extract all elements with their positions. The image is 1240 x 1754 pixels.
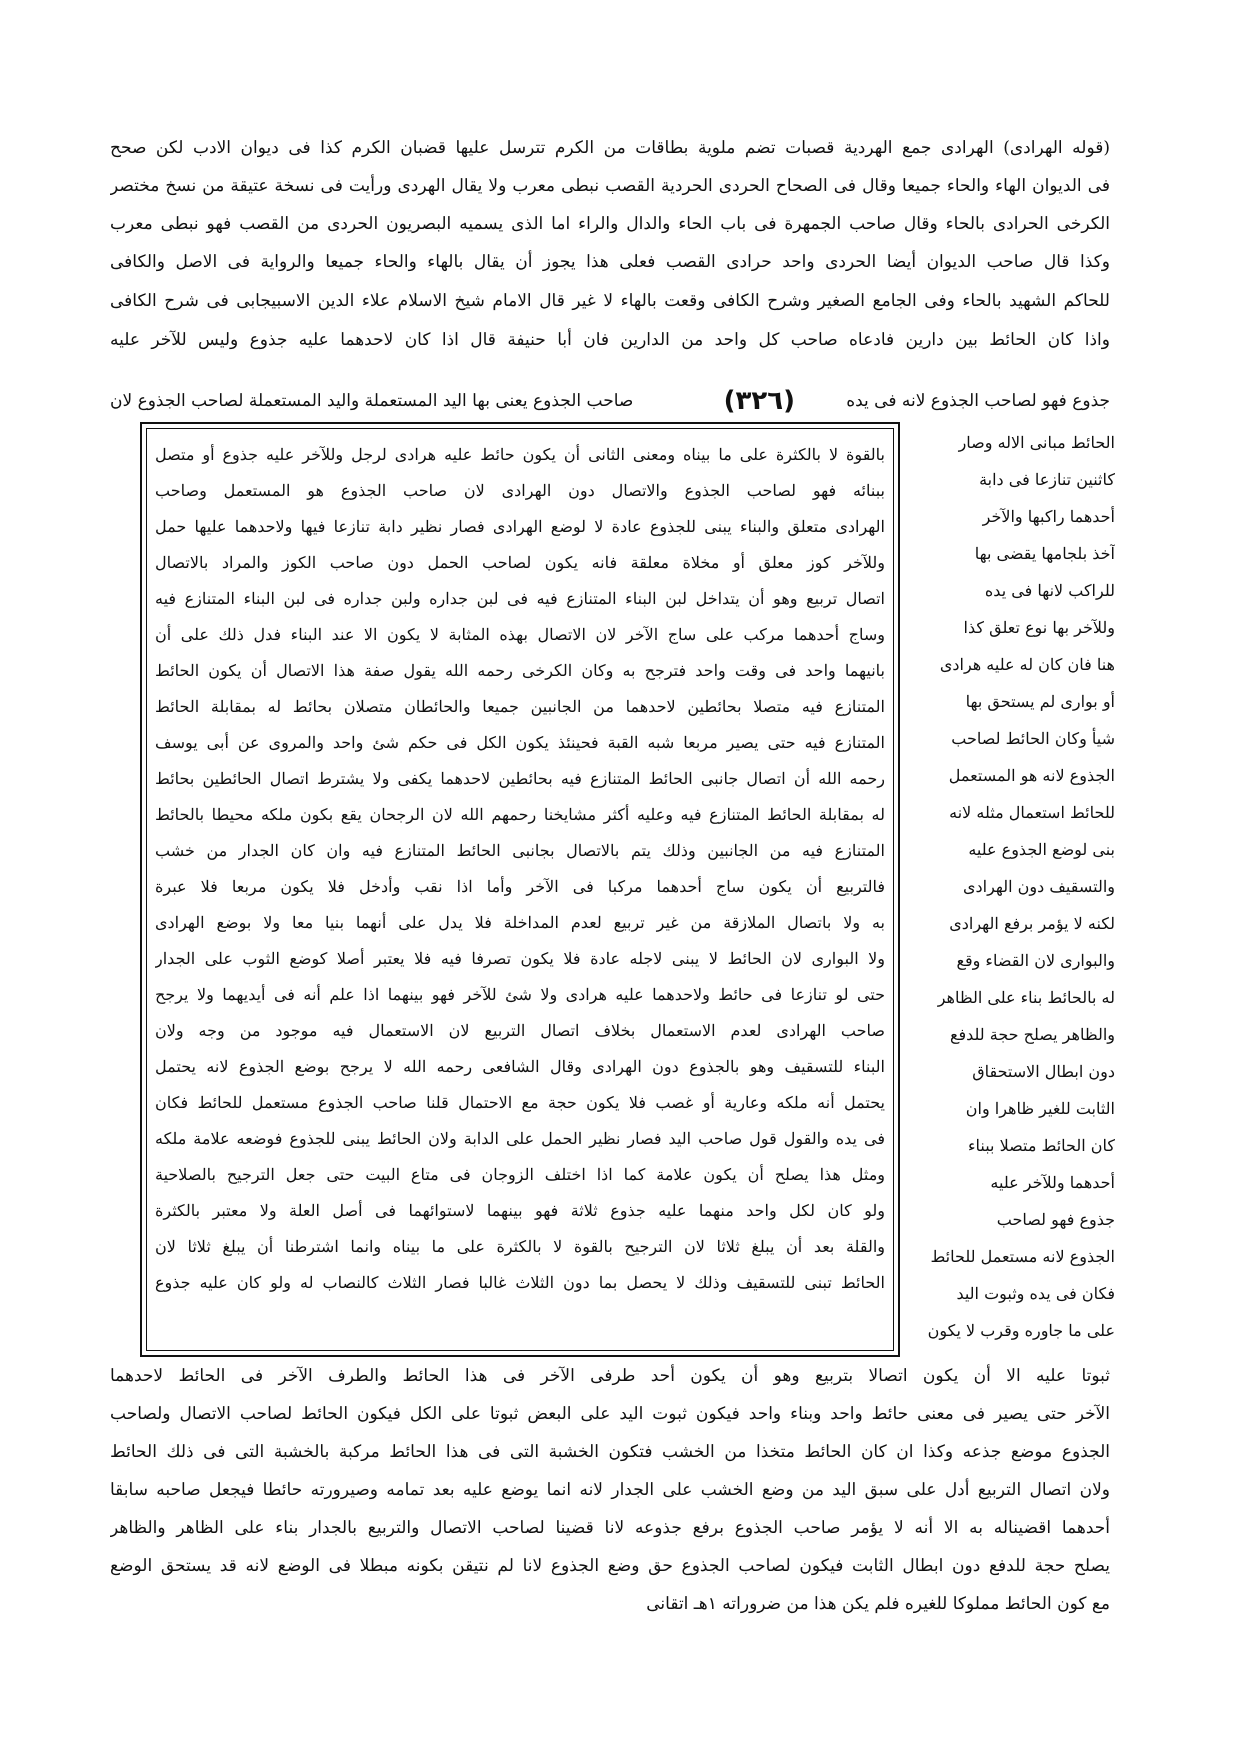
margin-line: أحدهما وللآخر عليه (990, 1173, 1115, 1192)
text-line: أحدهما اقضيناله به الا أنه لا يؤمر صاحب الجذوع برفع جذوعه لانا قضينا لصاحب الاتصال والتربيع بالجدار بناء على الظاهر والظاهر (110, 1518, 1110, 1538)
margin-line: الحائط مبانى الاله وصار (958, 433, 1115, 452)
commentary-line: له بمقابلة الحائط المتنازع فيه وعليه أكثر مشايخنا رحمهم الله لان الرجحان يقع بكون ملكه محيطا بالحائط (155, 805, 885, 824)
text-line: مع كون الحائط مملوكا للغيره فلم يكن هذا من ضروراته ١هـ اتقانى (646, 1594, 1110, 1614)
commentary-line: بالقوة لا بالكثرة على ما بيناه ومعنى الثانى أن يكون حائط عليه هرادى لرجل وللآخر عليه جذوع أو متصل (155, 445, 885, 464)
margin-line: الجذوع لانه هو المستعمل (948, 766, 1115, 785)
commentary-line: ببنائه فهو لصاحب الجذوع والاتصال دون الهرادى لان صاحب الجذوع هو المستعمل وصاحب (155, 481, 885, 500)
commentary-line: به ولا باتصال الملازقة من غير تربيع لعدم المداخلة فلا يدل على أنهما بنيا معا ولا بوضع الهرادى (155, 913, 885, 932)
commentary-line: صاحب الهرادى لعدم الاستعمال بخلاف اتصال التربيع لان الاستعمال فيه موجود من وجه ولان (155, 1021, 885, 1040)
commentary-line: المتنازع فيه متصلا بحائطين لاحدهما من الجانبين جميعا والحائطان متصلان بحائط له بمقابلة الحائط (155, 697, 885, 716)
margin-line: هنا فان كان له عليه هرادى (939, 655, 1115, 674)
text-line: للحاكم الشهيد بالحاء وفى الجامع الصغير وشرح الكافى وقعت بالهاء لا غير قال الامام شيخ الاسلام علاء الدين الاسبيجابى فى شرح الكافى (110, 291, 1110, 311)
margin-line: آخذ بلجامها يقضى بها (974, 544, 1115, 563)
commentary-line: ولا البوارى لان الحائط لا يبنى لاجله عادة فلا يكون تصرفا فيه فلا يعتبر أصلا كوضع الثوب على الجدار (155, 949, 885, 968)
commentary-line: اتصال تربيع وهو أن يتداخل لبن البناء المتنازع فيه فى لبن جداره ولبن جداره فى لبن البناء المتنازع فيه (155, 589, 885, 608)
text-line: واذا كان الحائط بين دارين فادعاه صاحب كل واحد من الدارين فان أبا حنيفة قال اذا كان لاحدهما عليه جذوع وليس للآخر عليه (110, 330, 1110, 350)
text-line: ولان اتصال التربيع أدل على سبق اليد من وضع الخشب على الجدار لانه انما يوضع عليه بعد تمامه وصيرورته حائطا فيجعل صاحبه سابقا (110, 1480, 1110, 1500)
margin-line: بنى لوضع الجذوع عليه (968, 840, 1115, 859)
commentary-line: الهرادى متعلق والبناء يبنى للجذوع عادة لا لوضع الهرادى فصار نظير دابة تنازعا فيها ولاحدهما عليها حمل (155, 517, 885, 536)
text-line: وكذا قال صاحب الديوان أيضا الحردى واحد حرادى القصب فعلى هذا يجوز أن يقال بالهاء والحاء جميعا والرواية فى الاصل والكافى (110, 252, 1110, 272)
commentary-line: ولو كان لكل واحد منهما عليه جذوع ثلاثة فهو بينهما لاستوائهما فى أصل العلة ولا معتبر بالكثرة (155, 1201, 885, 1220)
margin-line: والظاهر يصلح حجة للدفع (949, 1025, 1115, 1044)
margin-line: الثابت للغير ظاهرا وان (965, 1099, 1115, 1118)
commentary-line: فالتربيع أن يكون ساج أحدهما مركبا فى الآخر وأما اذا نقب وأدخل فلا يكون مربعا فلا عبرة (155, 877, 885, 896)
margin-line: كان الحائط متصلا ببناء (968, 1136, 1115, 1155)
commentary-line: وللآخر كوز معلق أو مخلاة معلقة فانه يكون لصاحب الحمل دون صاحب الكوز والمراد بالاتصال (155, 553, 885, 572)
text-line: فى الديوان الهاء والحاء جميعا وقال فى الصحاح الحردى الحردية القصب نبطى معرب ولا يقال الهردى ورأيت فى نسخة عتيقة من نسخ مختصر (110, 176, 1110, 196)
margin-line: للحائط استعمال مثله لانه (949, 803, 1115, 822)
margin-line: أو بوارى لم يستحق بها (965, 692, 1115, 711)
commentary-line: الحائط تبنى للتسقيف وذلك لا يحصل بما دون الثلاث غالبا فصار الثلاث كالنصاب له ولو كان عليه جذوع (155, 1273, 885, 1292)
commentary-line: حتى لو تنازعا فى حائط ولاحدهما عليه هرادى ولا شئ للآخر فهو بينهما اذا علم أنه فى أيديهما ولا يرجح (155, 985, 885, 1004)
text-line: الآخر حتى يصير فى معنى حائط واحد وبناء واحد فيكون ثبوت اليد على البعض ثبوتا على الكل فيكون الحائط لصاحب الاتصال ولصاحب (110, 1404, 1110, 1424)
text-line: الجذوع موضع جذعه وكذا ان كان الحائط متخذا من الخشب فتكون الخشبة التى فى هذا الحائط مركبة بالخشبة التى فى ذلك الحائط (110, 1442, 1110, 1462)
margin-line: الجذوع لانه مستعمل للحائط (930, 1247, 1115, 1266)
margin-line: للراكب لانها فى يده (984, 581, 1115, 600)
margin-line: على ما جاوره وقرب لا يكون (927, 1321, 1115, 1340)
text-line: (قوله الهرادى) الهرادى جمع الهردية قصبات تضم ملوية بطاقات من الكرم تترسل عليها قضبان الكرم كذا فى ديوان الادب لكن صحح (110, 138, 1110, 158)
commentary-line: ومثل هذا يصلح أن يكون علامة كما اذا اختلف الزوجان فى متاع البيت حتى جعل الترجيح بالصلاحية (155, 1165, 885, 1184)
margin-line: والتسقيف دون الهرادى (962, 877, 1115, 896)
margin-line: فكان فى يده وثبوت اليد (956, 1284, 1115, 1303)
margin-line: أحدهما راكبها والآخر (982, 507, 1115, 526)
commentary-line: رحمه الله أن اتصال جانبى الحائط المتنازع فيه بحائطين لاحدهما يكفى ولا يشترط اتصال الحائطين بحائط (155, 769, 885, 788)
margin-line: شيأ وكان الحائط لصاحب (951, 729, 1115, 748)
text-line: ثبوتا عليه الا أن يكون اتصالا بتربيع وهو أن يكون أحد طرفى الآخر فى هذا الحائط والطرف الآخر فى الحائط لاحدهما (110, 1366, 1110, 1386)
commentary-line: فى يده والقول قول صاحب اليد فصار نظير الحمل على الدابة ولان الحائط يبنى للجذوع فوضعه علامة ملكه (155, 1129, 885, 1148)
header-text-left: صاحب الجذوع يعنى بها اليد المستعملة واليد المستعملة لصاحب الجذوع لان (110, 391, 634, 411)
margin-line: كاثنين تنازعا فى دابة (979, 470, 1115, 489)
commentary-line: يحتمل أنه ملكه وعارية أو غصب فلا يكون حجة مع الاحتمال قلنا صاحب الجذوع مستعمل للحائط فكان (155, 1093, 885, 1112)
margin-line: والبوارى لان القضاء وقع (956, 951, 1115, 970)
commentary-line: بانيهما واحد فى وقت واحد فترجح به وكان الكرخى رحمه الله يقول صفة هذا الاتصال أن يكون الحائط (155, 661, 885, 680)
commentary-line: والقلة بعد أن يبلغ ثلاثا لان الترجيح بالقوة لا بالكثرة على ما بيناه وانما اشترطنا أن يبلغ ثلاثا لان (155, 1237, 885, 1256)
commentary-line: المتنازع فيه من الجانبين وذلك يتم بالاتصال بجانبى الحائط المتنازع فيه وان كان الجدار من خشب (155, 841, 885, 860)
margin-line: جذوع فهو لصاحب (996, 1210, 1115, 1229)
commentary-line: المتنازع فيه حتى يصير مربعا شبه القبة فحينئذ يكون الكل فى حكم شئ واحد والمروى عن أبى يوسف (155, 733, 885, 752)
text-line: يصلح حجة للدفع دون ابطال الثابت فيكون لصاحب الجذوع حق وضع الجذوع لانا لم نتيقن بكونه مبطلا فى الوضع لانه قد يستحق الوضع (110, 1556, 1110, 1576)
margin-line: لكنه لا يؤمر برفع الهرادى (949, 914, 1115, 933)
commentary-line: وساج أحدهما مركب على ساج الآخر لان الاتصال بهذه المثابة لا يكون الا عند البناء فدل ذلك على أن (155, 625, 885, 644)
text-line: الكرخى الحرادى بالحاء وقال صاحب الجمهرة فى باب الحاء والدال والراء اما الذى يسميه البصريون الحردى من القصب فهو نبطى معرب (110, 214, 1110, 234)
margin-line: دون ابطال الاستحقاق (972, 1062, 1115, 1081)
header-text-right: جذوع فهو لصاحب الجذوع لانه فى يده (846, 391, 1110, 411)
commentary-line: البناء للتسقيف وهو بالجذوع دون الهرادى وقال الشافعى رحمه الله لا يرجح بوضع الجذوع لانه يحتمل (155, 1057, 885, 1076)
margin-line: له بالحائط بناء على الظاهر (937, 988, 1115, 1007)
margin-line: وللآخر بها نوع تعلق كذا (963, 618, 1115, 637)
section-number: (٣٢٦) (723, 386, 795, 416)
section-header-line (110, 381, 1110, 421)
